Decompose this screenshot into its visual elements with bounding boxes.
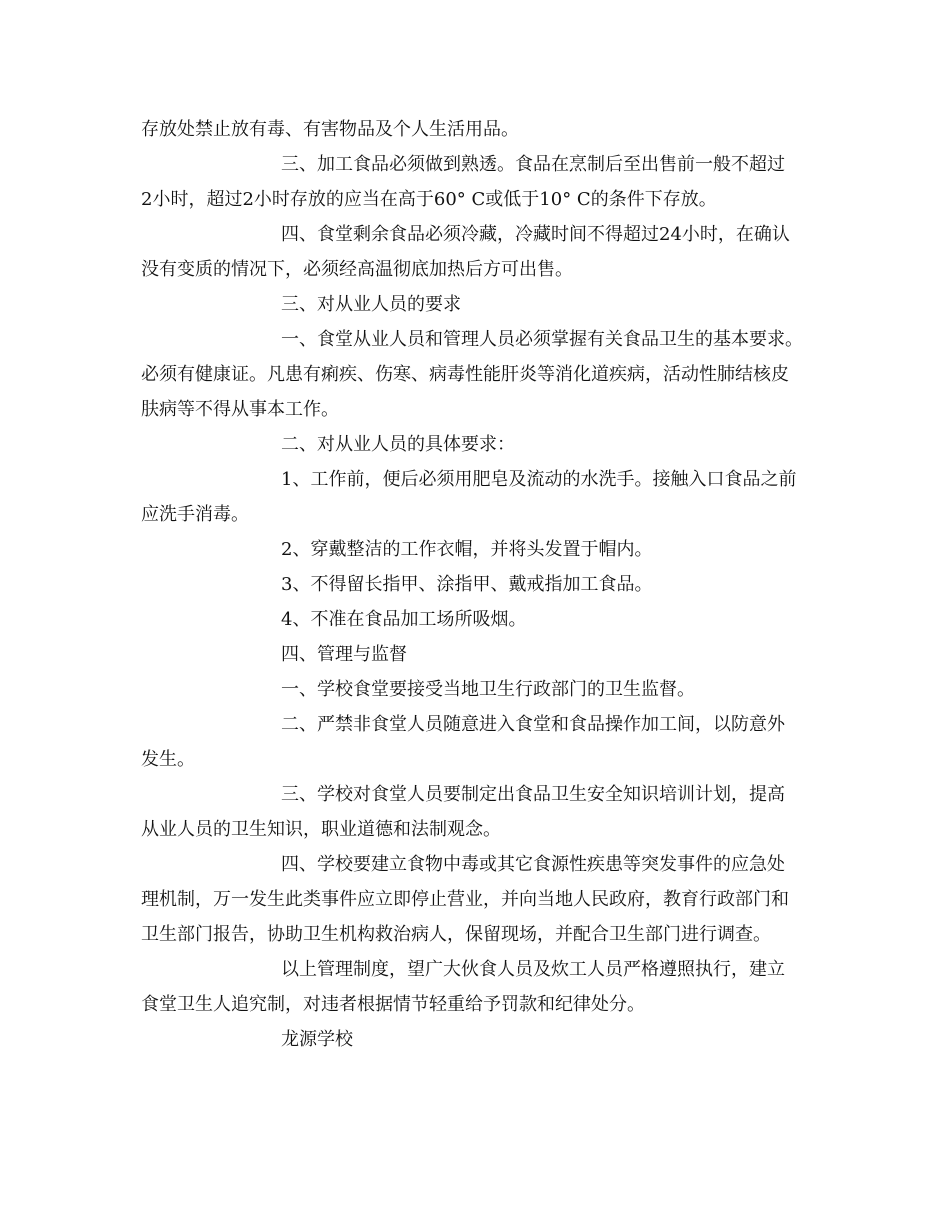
text-line: 2、穿戴整洁的工作衣帽，并将头发置于帽内。 [281,539,653,560]
text-line: 二、严禁非食堂人员随意进入食堂和食品操作加工间，以防意外 [281,714,785,735]
text-line: 存放处禁止放有毒、有害物品及个人生活用品。 [141,119,519,140]
text-line: 四、学校要建立食物中毒或其它食源性疾患等突发事件的应急处 [281,854,785,875]
text-line: 必须有健康证。凡患有痢疾、伤寒、病毒性能肝炎等消化道疾病，活动性肺结核皮 [141,364,789,385]
text-line: 肤病等不得从事本工作。 [141,399,339,420]
signature-school-name: 龙源学校 [281,1029,353,1050]
text-line: 发生。 [141,749,195,770]
text-line: 理机制，万一发生此类事件应立即停止营业，并向当地人民政府，教育行政部门和 [141,889,789,910]
text-line: 一、食堂从业人员和管理人员必须掌握有关食品卫生的基本要求。 [281,329,803,350]
text-line: 卫生部门报告，协助卫生机构救治病人，保留现场，并配合卫生部门进行调查。 [141,924,771,945]
text-line: 2小时，超过2小时存放的应当在高于60° C或低于10° C的条件下存放。 [141,189,717,210]
text-line: 三、加工食品必须做到熟透。食品在烹制后至出售前一般不超过 [281,154,785,175]
text-line: 从业人员的卫生知识，职业道德和法制观念。 [141,819,501,840]
section-heading: 四、管理与监督 [281,644,407,665]
text-line: 二、对从业人员的具体要求： [281,434,515,455]
text-line: 以上管理制度，望广大伙食人员及炊工人员严格遵照执行，建立 [281,959,785,980]
text-line: 三、学校对食堂人员要制定出食品卫生安全知识培训计划，提高 [281,784,785,805]
text-line: 应洗手消毒。 [141,504,249,525]
text-line: 4、不准在食品加工场所吸烟。 [281,609,527,630]
text-line: 1、工作前，便后必须用肥皂及流动的水洗手。接触入口食品之前 [281,469,797,490]
text-line: 没有变质的情况下，必须经高温彻底加热后方可出售。 [141,259,573,280]
text-line: 四、食堂剩余食品必须冷藏，冷藏时间不得超过24小时，在确认 [281,224,790,245]
section-heading: 三、对从业人员的要求 [281,294,461,315]
text-line: 食堂卫生人追究制，对违者根据情节轻重给予罚款和纪律处分。 [141,994,645,1015]
text-line: 一、学校食堂要接受当地卫生行政部门的卫生监督。 [281,679,695,700]
text-line: 3、不得留长指甲、涂指甲、戴戒指加工食品。 [281,574,653,595]
